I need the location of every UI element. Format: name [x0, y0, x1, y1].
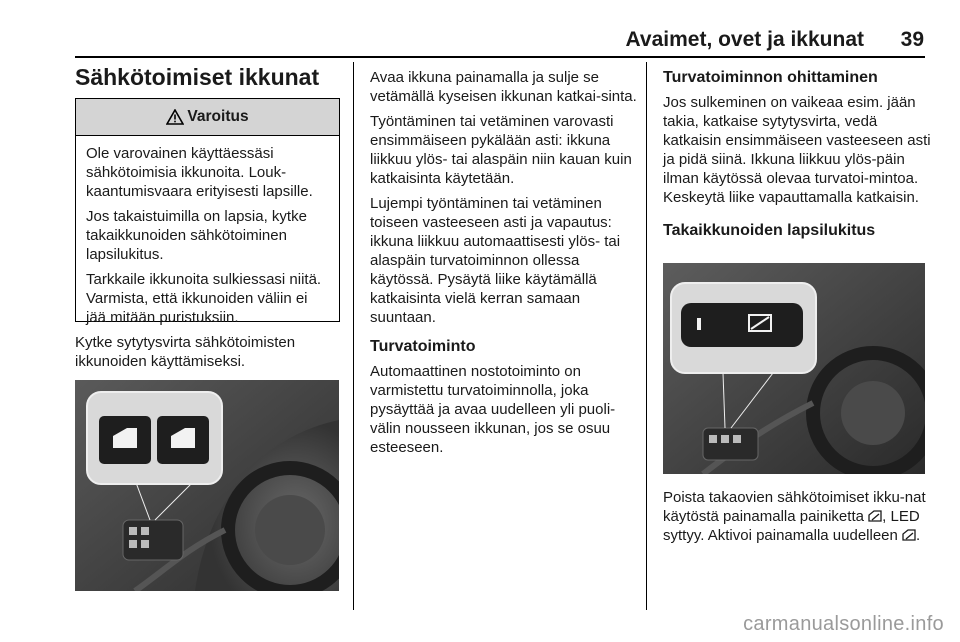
body-paragraph: Työntäminen tai vetäminen varovasti ensimmäiseen pykälään asti: ikkuna liikkuu ylös- tai alaspäin niin kauan kuin katkaisinta käytetään. — [370, 113, 632, 187]
child-lock-button-icon — [902, 529, 916, 542]
column-2 — [370, 68, 638, 463]
warning-body — [76, 136, 339, 327]
section-title: Sähkötoimiset ikkunat — [75, 64, 320, 90]
child-lock-photo — [663, 263, 925, 474]
intro-text: Kytke sytytysvirta sähkötoimisten ikkunoiden käyttämiseksi. — [75, 334, 296, 370]
body-paragraph: Avaa ikkuna painamalla ja sulje se vetämällä kyseisen ikkunan katkai-sinta. — [370, 69, 637, 105]
child-lock-text-b: , LED syttyy. Aktivoi painamalla uudelleen — [663, 508, 920, 544]
warning-heading: Varoitus — [187, 108, 249, 125]
column-divider — [353, 62, 354, 610]
child-lock-button-icon — [868, 510, 882, 523]
warning-paragraph: Jos takaistuimilla on lapsia, kytke takaikkunoiden sähkötoiminen lapsilukitus. — [86, 208, 307, 263]
child-lock-text-c: . — [916, 527, 921, 544]
warning-paragraph: Tarkkaile ikkunoita sulkiessasi niitä. Varmista, että ikkunoiden väliin ei jää mitään puristuksiin. — [86, 271, 322, 326]
subheading-safety: Turvatoiminto — [370, 338, 476, 355]
subheading-child-lock: Takaikkunoiden lapsilukitus — [663, 222, 876, 239]
door-switches-illustration — [75, 380, 339, 591]
column-3 — [663, 68, 931, 246]
child-lock-text-a: Poista takaovien sähkötoimiset ikku-nat käytöstä painamalla painiketta — [663, 489, 926, 525]
door-switches-photo — [75, 380, 339, 591]
header-rule — [75, 56, 925, 58]
body-paragraph: Jos sulkeminen on vaikeaa esim. jään takia, katkaise sytytysvirta, vedä katkaisin ensimmäiseen vasteeseen asti ja pidä siinä. Ikkuna liikkuu ylös-päin ilman käytössä olevaa turvatoi-mintoa. Keskeytä liike vapauttamalla katkaisin. — [663, 94, 931, 206]
page-header-title: Avaimet, ovet ja ikkunat — [625, 28, 864, 51]
child-lock-text — [663, 488, 931, 545]
body-paragraph: Automaattinen nostotoiminto on varmistettu turvatoiminnolla, joka pysäyttää ja avaa uudelleen yli puoli-välin nousseen ikkunan, jos se osuu esteeseen. — [370, 363, 616, 456]
body-paragraph: Lujempi työntäminen tai vetäminen toiseen vasteeseen asti ja vapautus: ikkuna liikkuu automaattisesti ylös- tai alaspäin turvatoiminnon ollessa käytössä. Pysäytä liike käytämällä katkaisinta vielä kerran samaan suuntaan. — [370, 195, 621, 326]
watermark: carmanualsonline.info — [743, 613, 944, 635]
warning-triangle-icon — [166, 109, 184, 125]
subheading-override: Turvatoiminnon ohittaminen — [663, 69, 878, 86]
page-number: 39 — [900, 28, 924, 51]
warning-paragraph: Ole varovainen käyttäessäsi sähkötoimisia ikkunoita. Louk-kaantumisvaara erityisesti lapsille. — [86, 145, 313, 200]
column-divider — [646, 62, 647, 610]
warning-header — [76, 99, 339, 136]
warning-box — [75, 98, 340, 326]
child-lock-illustration — [663, 263, 925, 474]
